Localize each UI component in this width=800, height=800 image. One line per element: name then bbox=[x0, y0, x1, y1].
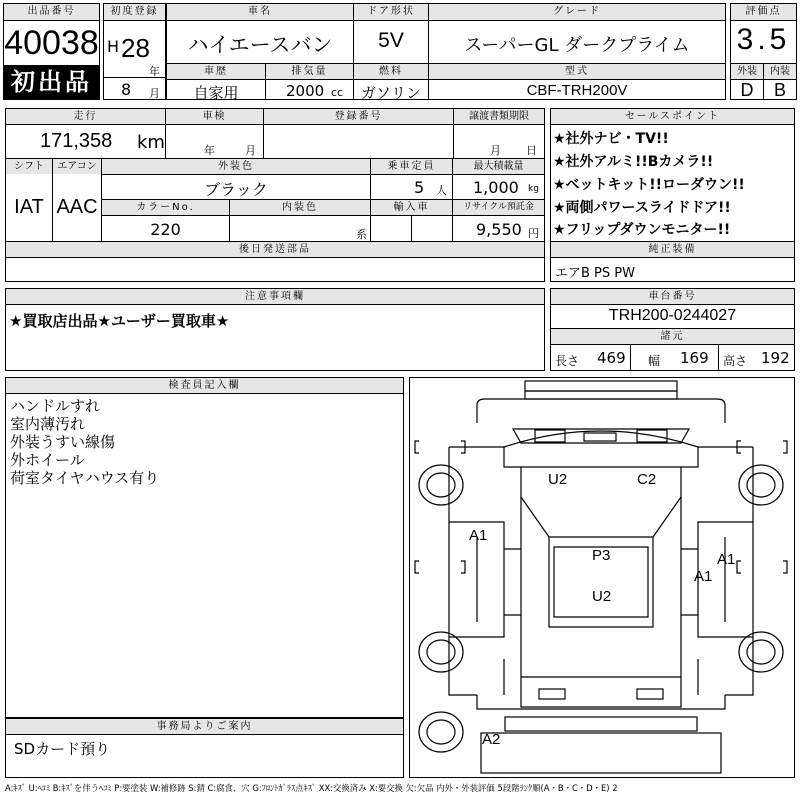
damage-c2: C2 bbox=[637, 471, 657, 488]
dims-label: 諸元 bbox=[551, 329, 794, 344]
model-code: CBF-TRH200V bbox=[526, 82, 628, 99]
transfer-month-unit: 月 bbox=[490, 144, 501, 157]
door-type: 5V bbox=[378, 29, 404, 52]
damage-a1-right-1: A1 bbox=[717, 551, 736, 568]
chassis-label: 車台番号 bbox=[551, 289, 794, 304]
width-label: 幅 bbox=[648, 354, 661, 368]
history-label: 車歴 bbox=[167, 64, 265, 79]
later-parts-label: 後日発送部品 bbox=[6, 242, 544, 257]
chassis-value: TRH200-0244027 bbox=[608, 307, 737, 324]
header-table bbox=[3, 3, 797, 101]
inspector-label: 検査員記入欄 bbox=[6, 378, 403, 393]
month-unit: 月 bbox=[149, 87, 160, 100]
inspection-year-unit: 年 bbox=[204, 144, 215, 157]
first-reg-year: 28 bbox=[121, 33, 150, 63]
max-load-label: 最大積載量 bbox=[453, 159, 544, 174]
max-load-unit: kg bbox=[528, 184, 539, 194]
transfer-label: 譲渡書類期限 bbox=[454, 109, 544, 124]
mileage-value: 171,358 bbox=[40, 130, 113, 152]
fuel-label: 燃料 bbox=[354, 64, 428, 79]
recycle-value: 9,550 bbox=[476, 220, 522, 239]
year-unit: 年 bbox=[149, 65, 160, 78]
inspector-line-3: 外装うすい線傷 bbox=[10, 433, 116, 451]
door-label: ドア形状 bbox=[354, 4, 428, 20]
damage-a1-right-2: A1 bbox=[694, 568, 713, 585]
height-value: 192 bbox=[761, 349, 790, 367]
first-reg-month: 8 bbox=[121, 80, 132, 99]
sales-points-label: セールスポイント bbox=[551, 109, 794, 124]
sales-point-5: ★フリップダウンモニター!! bbox=[553, 222, 731, 238]
length-label: 長さ bbox=[555, 354, 580, 368]
damage-a2: A2 bbox=[482, 731, 501, 748]
displacement-unit: cc bbox=[331, 86, 344, 99]
sales-point-3: ★ベットキット!!ローダウン!! bbox=[553, 177, 745, 193]
interior-color-label: 内装色 bbox=[230, 200, 370, 215]
reg-no-label: 登録番号 bbox=[264, 109, 453, 124]
displacement-value: 2000 bbox=[286, 82, 325, 100]
recycle-label: リサイクル預託金 bbox=[453, 200, 544, 215]
displacement-label: 排気量 bbox=[266, 64, 353, 79]
office-label: 事務局よりご案内 bbox=[6, 719, 403, 734]
lot-number: 40038 bbox=[4, 24, 99, 62]
transfer-day-unit: 日 bbox=[526, 144, 537, 157]
sales-point-1: ★社外ナビ・TV!! bbox=[553, 131, 669, 147]
sales-point-2: ★社外アルミ!!Bカメラ!! bbox=[553, 154, 714, 170]
length-value: 469 bbox=[597, 349, 626, 367]
ac-label: エアコン bbox=[53, 159, 101, 174]
interior-label: 内装 bbox=[764, 64, 796, 79]
car-diagram bbox=[409, 377, 795, 778]
score-label: 評価点 bbox=[731, 4, 796, 20]
exterior-label: 外装 bbox=[731, 64, 763, 79]
capacity-label: 乗車定員 bbox=[371, 159, 452, 174]
lot-no-label: 出品番号 bbox=[4, 4, 99, 20]
notes-label: 注意事項欄 bbox=[6, 289, 544, 304]
first-listing-badge: 初出品 bbox=[4, 65, 99, 99]
color-no-value: 220 bbox=[150, 220, 181, 239]
equipment-label: 純正装備 bbox=[551, 242, 794, 257]
max-load-value: 1,000 bbox=[473, 178, 519, 197]
ac-value: AAC bbox=[56, 196, 98, 218]
capacity-value: 5 bbox=[414, 178, 425, 197]
interior-grade: B bbox=[773, 80, 786, 100]
mileage-unit: km bbox=[137, 132, 165, 153]
shift-value: IAT bbox=[14, 196, 44, 218]
equipment-value: エアB PS PW bbox=[555, 266, 635, 281]
exterior-grade: D bbox=[740, 80, 754, 100]
first-reg-label: 初度登録 bbox=[104, 4, 165, 20]
damage-a1-left: A1 bbox=[469, 527, 488, 544]
inspector-line-2: 室内薄汚れ bbox=[10, 415, 86, 433]
height-label: 高さ bbox=[723, 354, 748, 368]
recycle-unit: 円 bbox=[528, 227, 539, 240]
grade: スーパーGL ダークプライム bbox=[464, 35, 690, 56]
era: H bbox=[107, 37, 120, 56]
damage-u2-top: U2 bbox=[548, 471, 568, 488]
model-code-label: 型式 bbox=[429, 64, 725, 79]
fuel-value: ガソリン bbox=[360, 84, 421, 102]
office-text: SDカード預り bbox=[14, 740, 111, 758]
notes-text: ★買取店出品★ユーザー買取車★ bbox=[9, 312, 230, 330]
inspector-line-1: ハンドルすれ bbox=[10, 397, 101, 415]
color-label: 外装色 bbox=[102, 159, 370, 174]
shift-label: シフト bbox=[6, 159, 52, 174]
width-value: 169 bbox=[680, 349, 709, 367]
inspection-month-unit: 月 bbox=[245, 144, 256, 157]
score-value: 3.5 bbox=[736, 23, 791, 56]
grade-label: グレード bbox=[429, 4, 725, 20]
color-no-label: カラーNo. bbox=[102, 200, 229, 215]
car-name: ハイエースバン bbox=[187, 33, 333, 57]
legend-text: A:ｷｽﾞ U:ﾍｺﾐ B:ｷｽﾞを伴うﾍｺﾐ P:要塗装 W:補修跡 S:錆 C:腐食、穴 G:ﾌﾛﾝﾄｶﾞﾗｽ点ｷｽﾞ XX:交換済み X:要交換 欠:欠品 内外・外装評価 5段階ﾗﾝｸ順(A・B・C・D・E) 2 bbox=[5, 783, 618, 793]
sales-point-4: ★両側パワースライドドア!! bbox=[553, 200, 731, 216]
inspection-label: 車検 bbox=[166, 109, 263, 124]
inspector-line-5: 荷室タイヤハウス有り bbox=[10, 469, 160, 487]
import-label: 輸入車 bbox=[371, 200, 452, 215]
history-value: 自家用 bbox=[193, 84, 239, 102]
capacity-unit: 人 bbox=[436, 184, 447, 197]
damage-u2-mid: U2 bbox=[592, 588, 612, 605]
damage-p3: P3 bbox=[592, 547, 611, 564]
interior-color-unit: 系 bbox=[356, 228, 367, 241]
color-value: ブラック bbox=[204, 180, 268, 199]
inspector-line-4: 外ホイール bbox=[10, 451, 85, 469]
car-name-label: 車名 bbox=[167, 4, 353, 20]
mileage-label: 走行 bbox=[6, 109, 165, 124]
